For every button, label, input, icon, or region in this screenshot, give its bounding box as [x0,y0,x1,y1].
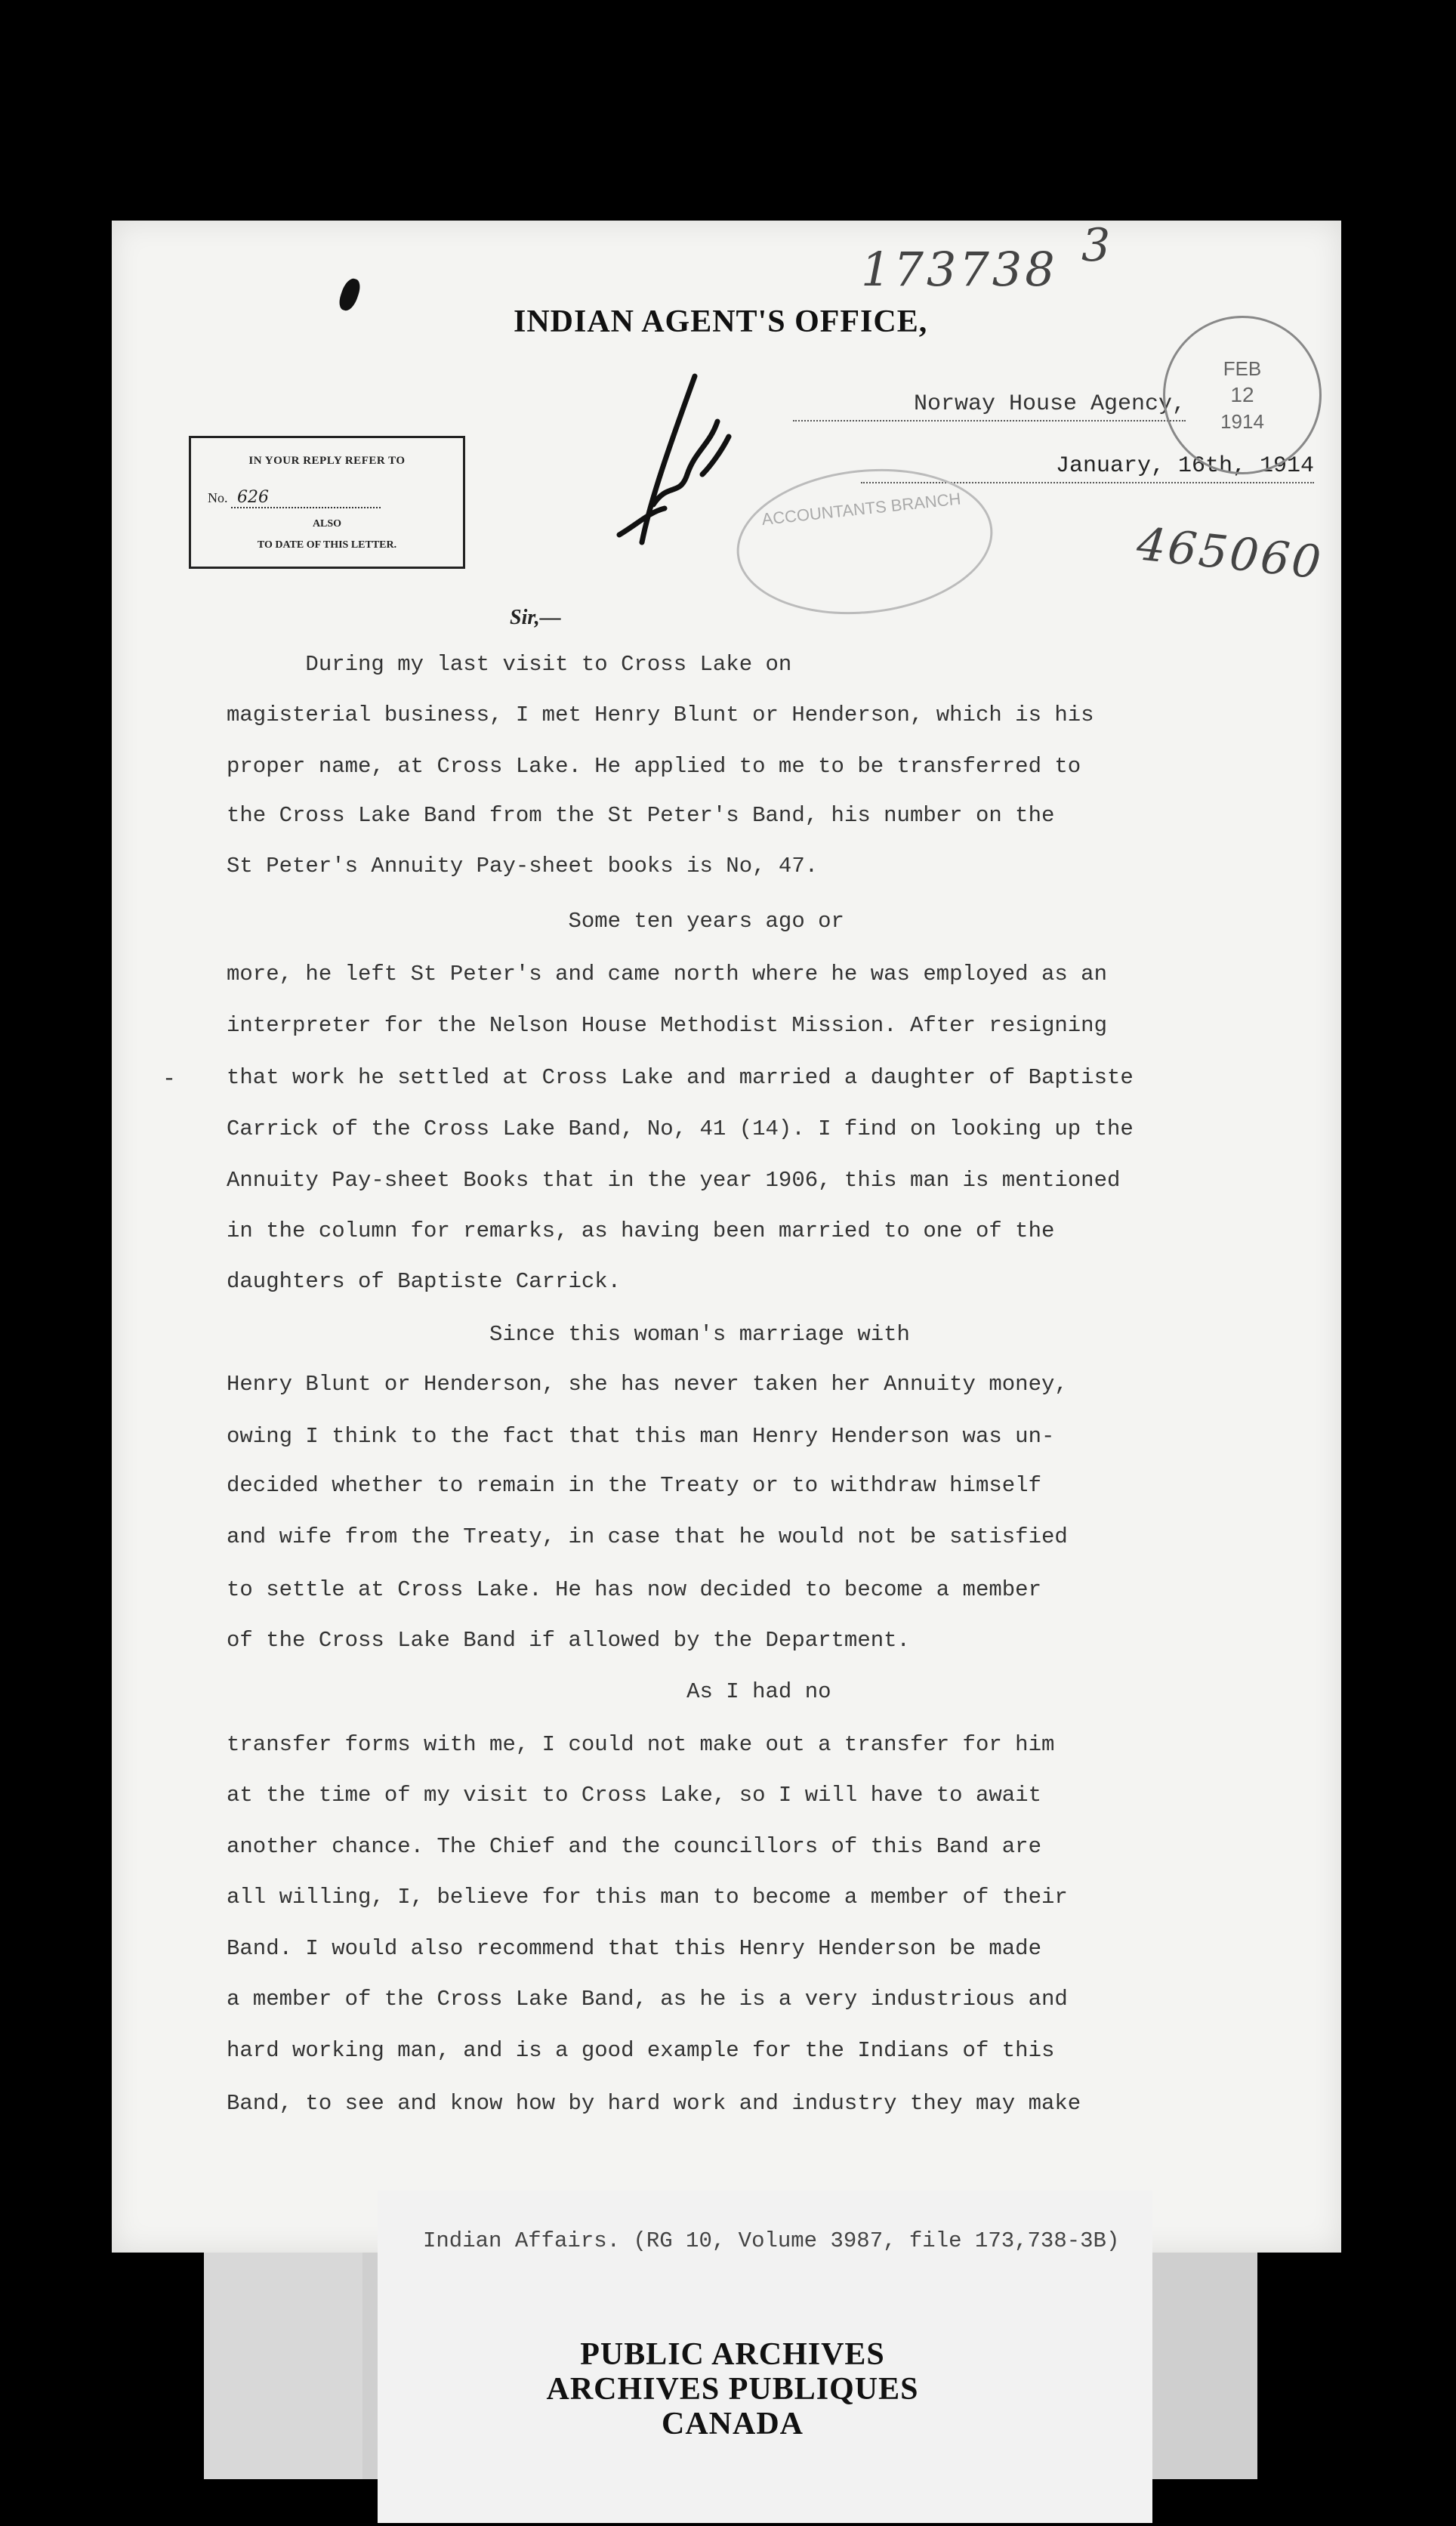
body-line: Band, to see and know how by hard work and industry they may make [227,2091,1081,2116]
archive-name-line1: PUBLIC ARCHIVES [580,2337,885,2372]
archive-label-tab [204,2253,362,2479]
body-line: Carrick of the Cross Lake Band, No, 41 (14). I find on looking up the [227,1116,1134,1141]
reply-no-value: 626 [231,488,381,508]
salutation: Sir,— [510,606,561,629]
body-line: of the Cross Lake Band if allowed by the Department. [227,1628,910,1653]
body-line: Some ten years ago or [227,909,844,934]
body-line: Since this woman's marriage with [227,1322,910,1347]
body-line: As I had no [227,1679,831,1704]
archive-name-line3: CANADA [662,2407,804,2441]
archive-name-line2: ARCHIVES PUBLIQUES [546,2372,919,2407]
body-line: St Peter's Annuity Pay-sheet books is No, 47. [227,854,819,879]
body-line: a member of the Cross Lake Band, as he is a very industrious and [227,1987,1068,2012]
body-line: the Cross Lake Band from the St Peter's Band, his number on the [227,803,1055,828]
reply-no-label: No. [208,490,228,505]
letter-date: January, 16th, 1914 [861,453,1314,483]
margin-mark: - [162,1067,177,1092]
stamp-day: 12 [1230,383,1254,406]
body-line: daughters of Baptiste Carrick. [227,1269,622,1294]
reply-also-label: ALSO [312,518,342,530]
handwritten-page-number: 3 [1081,219,1111,272]
reply-refer-label: IN YOUR REPLY REFER TO [248,455,406,467]
reply-number-row [208,488,381,508]
received-date-stamp [1163,316,1322,474]
stamp-year: 1914 [1220,410,1264,433]
body-line: decided whether to remain in the Treaty or to withdraw himself [227,1473,1041,1498]
body-line: to settle at Cross Lake. He has now decided to become a member [227,1577,1041,1602]
reply-date-label: TO DATE OF THIS LETTER. [257,539,397,551]
body-line: Band. I would also recommend that this Henry Henderson be made [227,1936,1041,1961]
archive-citation: Indian Affairs. (RG 10, Volume 3987, file 173,738-3B) [423,2228,1120,2253]
body-line: all willing, I, believe for this man to become a member of their [227,1885,1068,1910]
letterhead-title: INDIAN AGENT'S OFFICE, [514,304,928,339]
body-line: interpreter for the Nelson House Methodist Mission. After resigning [227,1013,1107,1038]
handwritten-file-number: 173738 [861,242,1058,297]
body-line: another chance. The Chief and the councillors of this Band are [227,1834,1041,1859]
body-line: Annuity Pay-sheet Books that in the year 1906, this man is mentioned [227,1168,1121,1193]
handwritten-side-number: 465060 [1134,517,1326,590]
body-line: proper name, at Cross Lake. He applied to me to be transferred to [227,754,1081,779]
body-line: and wife from the Treaty, in case that he would not be satisfied [227,1524,1068,1549]
body-line: Henry Blunt or Henderson, she has never taken her Annuity money, [227,1372,1068,1397]
stamp-month: FEB [1223,357,1262,380]
body-line: magisterial business, I met Henry Blunt or Henderson, which is his [227,703,1094,727]
body-line: hard working man, and is a good example for the Indians of this [227,2038,1055,2063]
body-line: at the time of my visit to Cross Lake, so I will have to await [227,1783,1041,1808]
body-line: transfer forms with me, I could not make out a transfer for him [227,1732,1055,1757]
body-line: in the column for remarks, as having been married to one of the [227,1218,1055,1243]
body-line: that work he settled at Cross Lake and married a daughter of Baptiste [227,1065,1134,1090]
body-line: more, he left St Peter's and came north where he was employed as an [227,962,1107,987]
letter-place: Norway House Agency, [793,391,1186,422]
body-line: owing I think to the fact that this man Henry Henderson was un- [227,1424,1055,1449]
body-line: During my last visit to Cross Lake on [227,652,792,677]
reply-reference-box [189,436,465,569]
accountants-stamp-text: ACCOUNTANTS BRANCH [760,489,962,530]
handwritten-signature [597,354,748,565]
